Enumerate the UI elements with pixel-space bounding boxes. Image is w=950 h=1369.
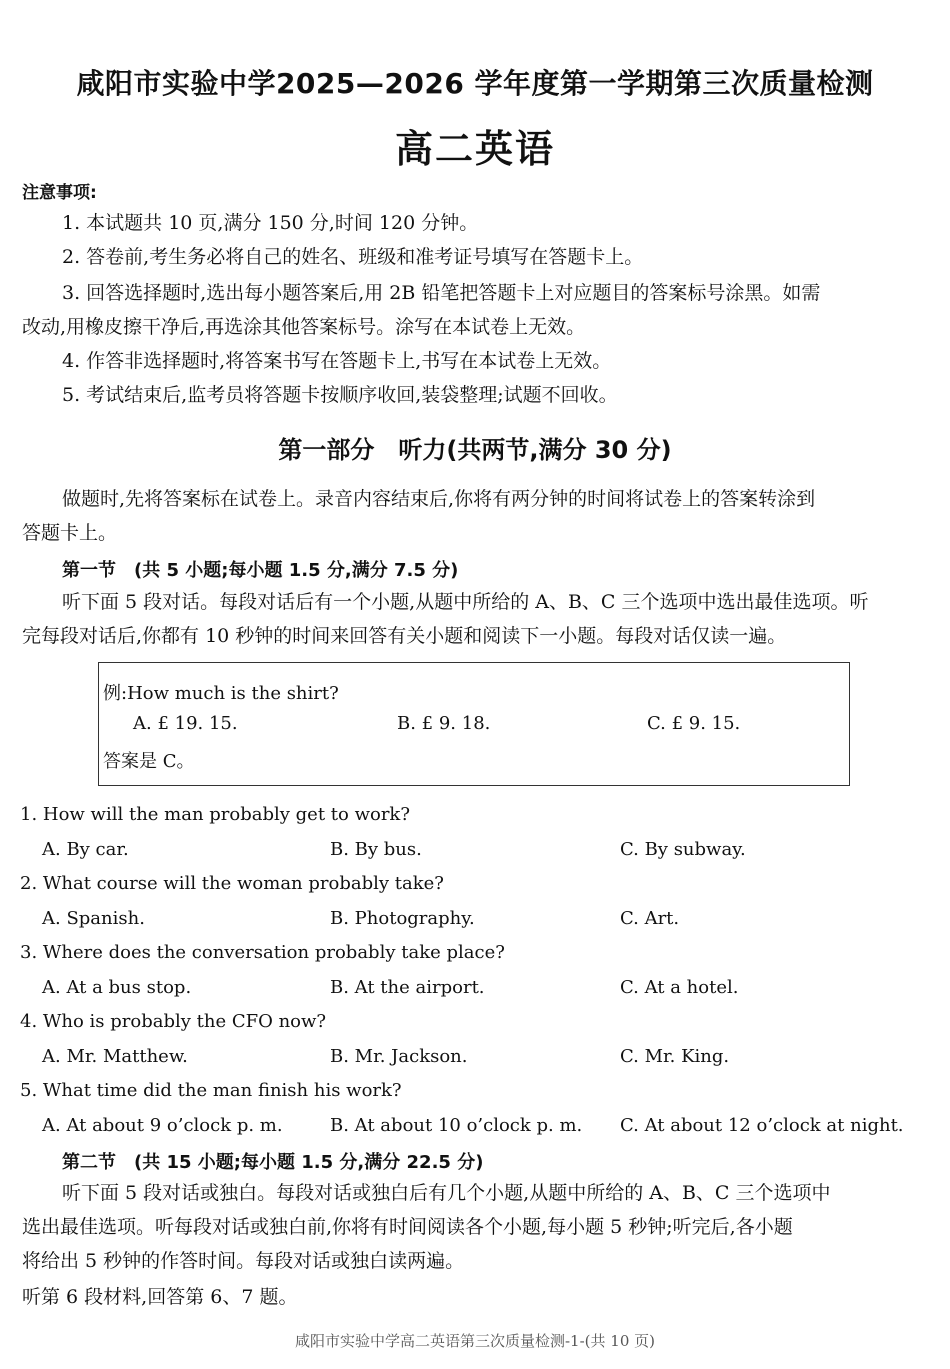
note-item-2: 2. 答卷前,考生务必将自己的姓名、班级和准考证号填写在答题卡上。 bbox=[62, 246, 644, 268]
question-2-option-b: B. Photography. bbox=[330, 908, 475, 929]
example-option-a: A. £ 19. 15. bbox=[133, 713, 238, 734]
example-answer: 答案是 C。 bbox=[103, 751, 195, 772]
question-1-option-b: B. By bus. bbox=[330, 839, 422, 860]
section-two-title: 第二节 (共 15 小题;每小题 1.5 分,满分 22.5 分) bbox=[62, 1152, 484, 1173]
example-option-b: B. £ 9. 18. bbox=[397, 713, 491, 734]
note-item-5: 5. 考试结束后,监考员将答题卡按顺序收回,装袋整理;试题不回收。 bbox=[62, 384, 618, 406]
question-2: 2. What course will the woman probably take? bbox=[20, 873, 444, 894]
question-3-option-a: A. At a bus stop. bbox=[42, 977, 192, 998]
question-5: 5. What time did the man finish his work? bbox=[20, 1080, 402, 1101]
part-one-intro: 做题时,先将答案标在试卷上。录音内容结束后,你将有两分钟的时间将试卷上的答案转涂到 bbox=[62, 488, 816, 510]
question-4-option-c: C. Mr. King. bbox=[620, 1046, 730, 1067]
page-footer: 咸阳市实验中学高二英语第三次质量检测-1-(共 10 页) bbox=[294, 1332, 655, 1350]
question-2-option-c: C. Art. bbox=[620, 908, 680, 929]
question-4-option-a: A. Mr. Matthew. bbox=[42, 1046, 188, 1067]
question-3: 3. Where does the conversation probably take place? bbox=[20, 942, 505, 963]
example-box bbox=[98, 662, 850, 786]
question-1-option-a: A. By car. bbox=[42, 839, 129, 860]
material-6-prompt: 听第 6 段材料,回答第 6、7 题。 bbox=[22, 1286, 298, 1308]
section-two-instructions-cont: 选出最佳选项。听每段对话或独白前,你将有时间阅读各个小题,每小题 5 秒钟;听完后,各小题 bbox=[22, 1216, 793, 1238]
note-item-4: 4. 作答非选择题时,将答案书写在答题卡上,书写在本试卷上无效。 bbox=[62, 350, 612, 372]
section-one-instructions-cont: 完每段对话后,你都有 10 秒钟的时间来回答有关小题和阅读下一小题。每段对话仅读一遍。 bbox=[22, 625, 787, 647]
part-one-title: 第一部分 听力(共两节,满分 30 分) bbox=[278, 436, 672, 464]
part-one-intro-cont: 答题卡上。 bbox=[22, 522, 118, 544]
subject-title: 高二英语 bbox=[394, 127, 555, 171]
question-1-option-c: C. By subway. bbox=[620, 839, 746, 860]
question-3-option-c: C. At a hotel. bbox=[620, 977, 739, 998]
question-2-option-a: A. Spanish. bbox=[42, 908, 145, 929]
example-question: 例:How much is the shirt? bbox=[103, 683, 339, 704]
question-3-option-b: B. At the airport. bbox=[330, 977, 485, 998]
question-4-option-b: B. Mr. Jackson. bbox=[330, 1046, 468, 1067]
question-4: 4. Who is probably the CFO now? bbox=[20, 1011, 327, 1032]
note-item-3-cont: 改动,用橡皮擦干净后,再选涂其他答案标号。涂写在本试卷上无效。 bbox=[22, 316, 586, 338]
question-5-option-a: A. At about 9 o’clock p. m. bbox=[42, 1115, 283, 1136]
section-one-instructions: 听下面 5 段对话。每段对话后有一个小题,从题中所给的 A、B、C 三个选项中选出最佳选项。听 bbox=[62, 591, 869, 613]
notes-heading: 注意事项: bbox=[22, 183, 97, 203]
section-two-instructions: 听下面 5 段对话或独白。每段对话或独白后有几个小题,从题中所给的 A、B、C 三个选项中 bbox=[62, 1182, 831, 1204]
note-item-1: 1. 本试题共 10 页,满分 150 分,时间 120 分钟。 bbox=[62, 212, 479, 234]
section-one-title: 第一节 (共 5 小题;每小题 1.5 分,满分 7.5 分) bbox=[62, 560, 459, 581]
question-1: 1. How will the man probably get to work? bbox=[20, 804, 410, 825]
exam-title: 咸阳市实验中学2025—2026 学年度第一学期第三次质量检测 bbox=[76, 67, 874, 100]
note-item-3: 3. 回答选择题时,选出每小题答案后,用 2B 铅笔把答题卡上对应题目的答案标号涂黑。如需 bbox=[62, 282, 821, 304]
section-two-instructions-end: 将给出 5 秒钟的作答时间。每段对话或独白读两遍。 bbox=[22, 1250, 465, 1272]
example-option-c: C. £ 9. 15. bbox=[647, 713, 741, 734]
question-5-option-c: C. At about 12 o’clock at night. bbox=[620, 1115, 904, 1136]
question-5-option-b: B. At about 10 o’clock p. m. bbox=[330, 1115, 583, 1136]
